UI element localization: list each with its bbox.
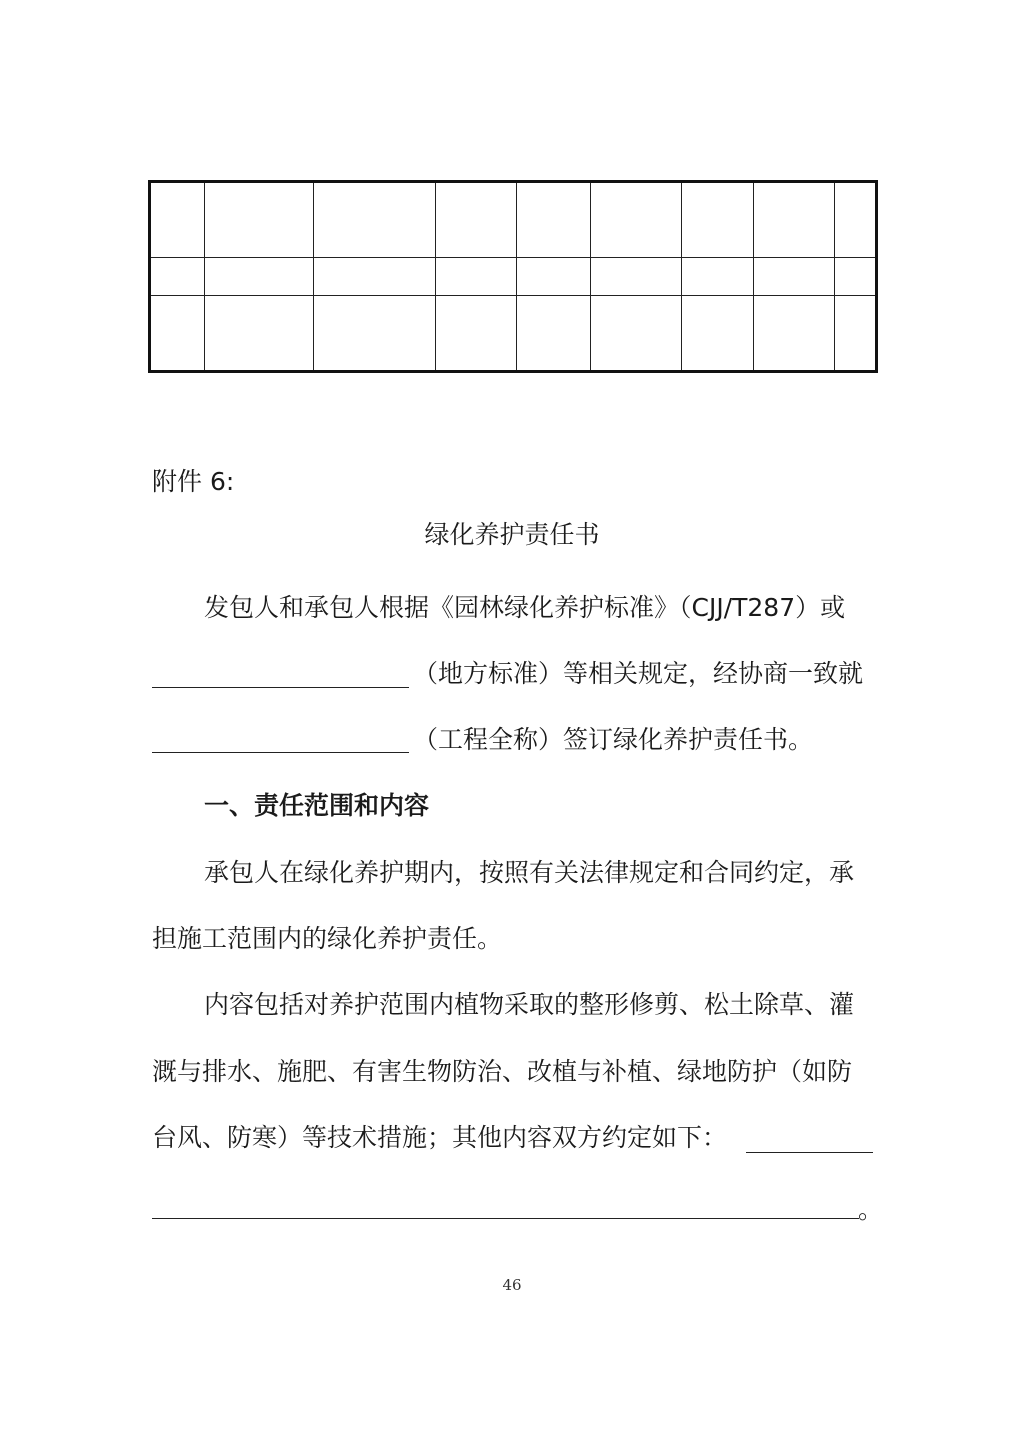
intro-line-3: （工程全称）签订绿化养护责任书。 [413,725,814,754]
other-content-blank-continued[interactable] [152,1218,859,1219]
table-cell [754,296,835,372]
paragraph-line: 溉与排水、施肥、有害生物防治、改植与补植、绿地防护（如防 [152,1057,853,1086]
intro-line-2: （地方标准）等相关规定，经协商一致就 [413,659,864,688]
paragraph-line: 承包人在绿化养护期内，按照有关法律规定和合同约定，承 [204,858,855,887]
project-name-blank[interactable] [152,752,409,753]
table-cell [835,182,877,258]
table-row [150,296,877,372]
other-content-blank[interactable] [746,1152,873,1153]
table-cell [150,182,205,258]
page-number: 46 [502,1276,522,1294]
table-cell [314,258,435,296]
section-heading: 一、责任范围和内容 [204,791,430,820]
paragraph-line: 担施工范围内的绿化养护责任。 [152,924,503,953]
table-cell [835,296,877,372]
table-cell [517,258,591,296]
local-standard-blank[interactable] [152,687,409,688]
table-cell [314,296,435,372]
document-title: 绿化养护责任书 [424,520,600,549]
paragraph-line: 台风、防寒）等技术措施；其他内容双方约定如下： [152,1123,728,1152]
table-cell [681,182,754,258]
table-cell [204,258,314,296]
paragraph-line: 内容包括对养护范围内植物采取的整形修剪、松土除草、灌 [204,990,855,1019]
table-cell [204,182,314,258]
table-cell [150,296,205,372]
table-cell [681,296,754,372]
table-cell [204,296,314,372]
table-cell [754,258,835,296]
table-cell [435,182,517,258]
table-cell [517,296,591,372]
table-cell [591,182,682,258]
table-cell [314,182,435,258]
intro-line-1: 发包人和承包人根据《园林绿化养护标准》（CJJ/T287）或 [204,593,846,622]
table-cell [681,258,754,296]
blank-grid-table [148,180,878,373]
table-cell [517,182,591,258]
table-cell [754,182,835,258]
table-row [150,258,877,296]
table-cell [150,258,205,296]
table-row [150,182,877,258]
period-mark: 。 [858,1195,884,1224]
table-cell [835,258,877,296]
table-cell [435,258,517,296]
table-cell [591,258,682,296]
table-cell [435,296,517,372]
table-cell [591,296,682,372]
attachment-label: 附件 6: [152,467,235,496]
